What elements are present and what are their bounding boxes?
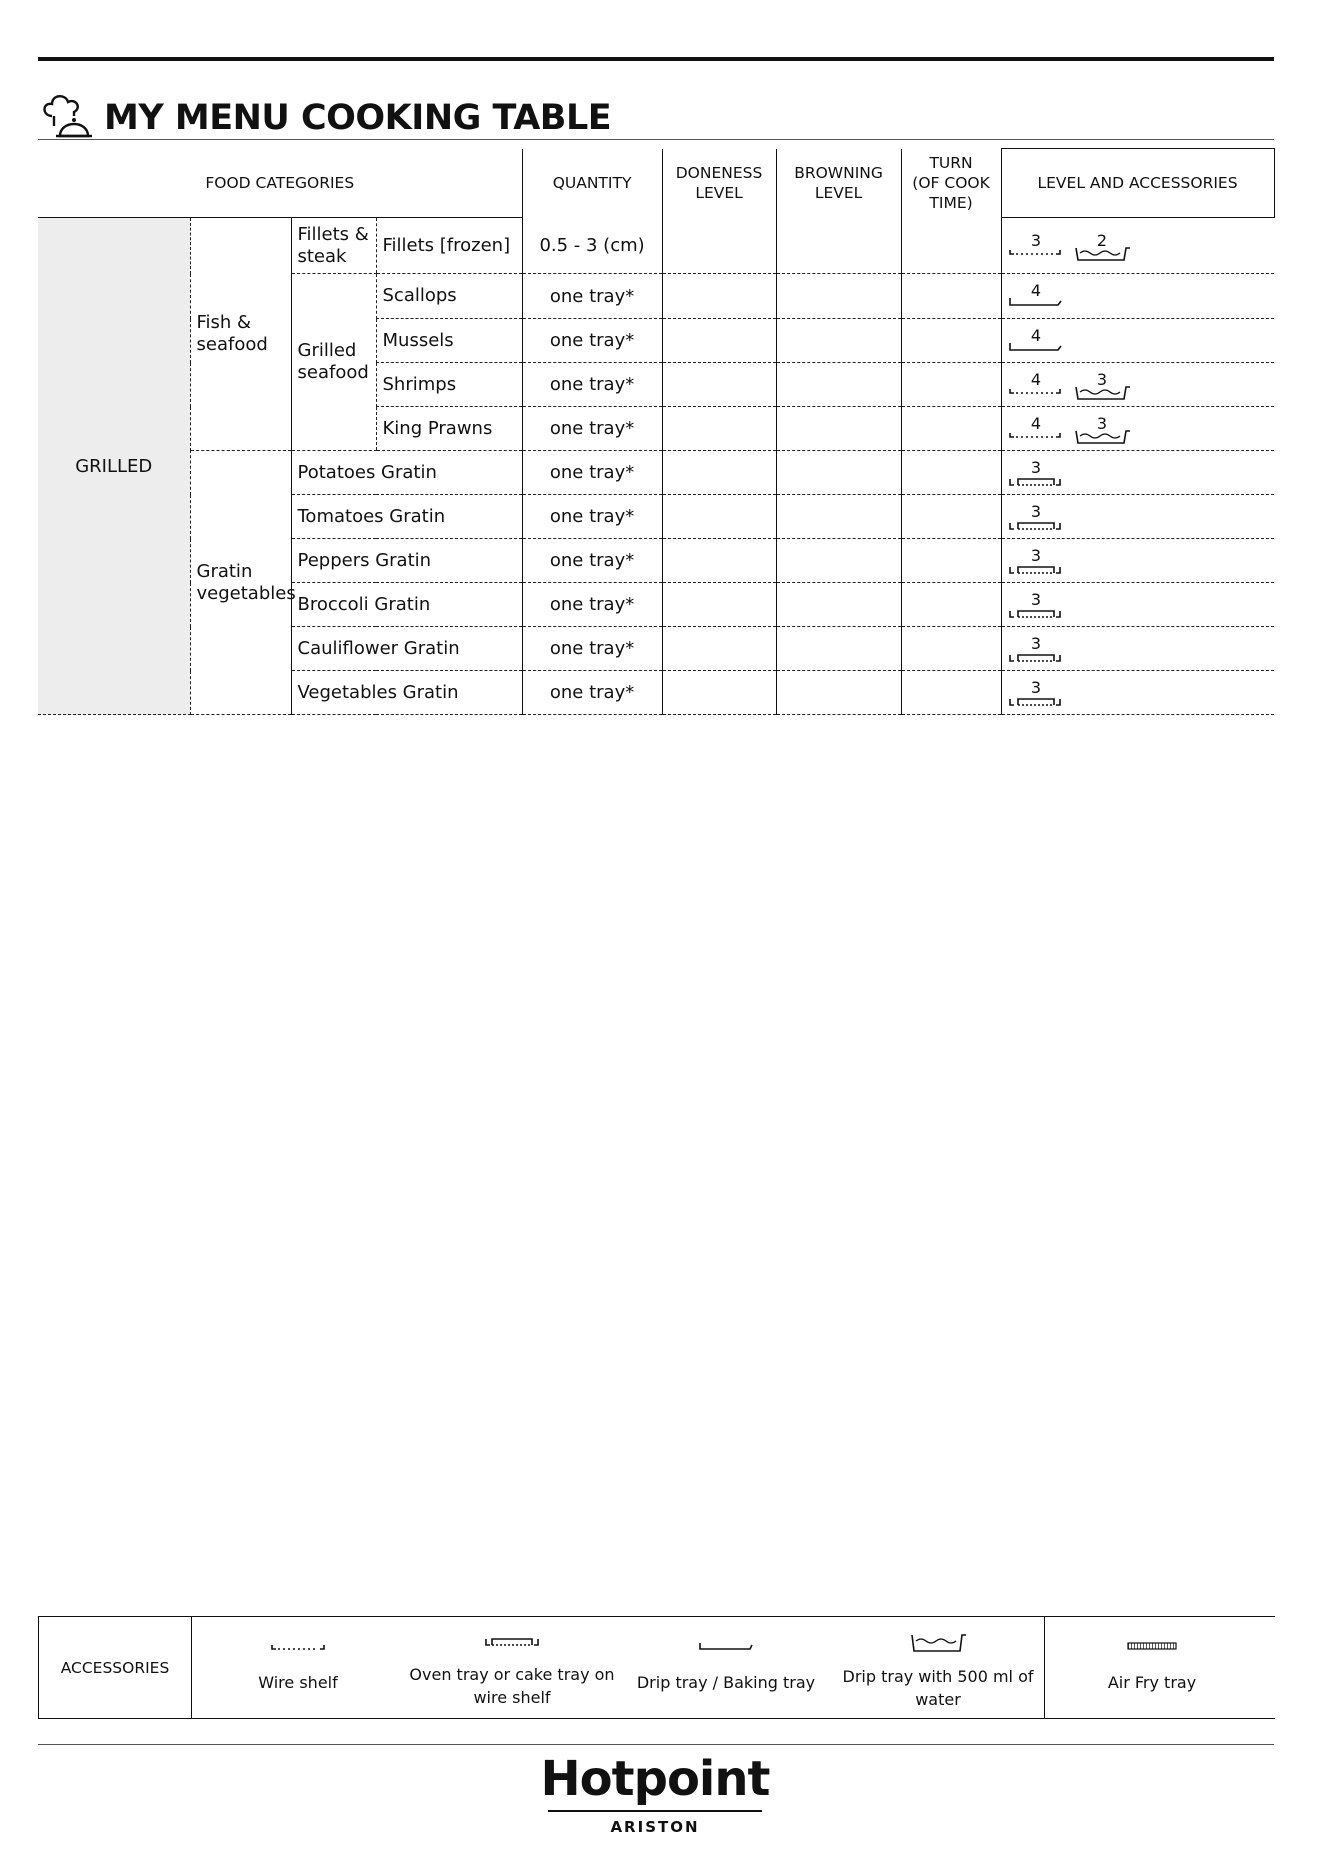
header-level-accessories: LEVEL AND ACCESSORIES <box>1001 149 1274 218</box>
food-name: Vegetables Gratin <box>291 671 522 715</box>
accessory-icons <box>1006 411 1146 447</box>
accessory-icons <box>1006 587 1146 623</box>
doneness-cell <box>662 539 776 583</box>
level-number: 4 <box>1030 281 1041 300</box>
turn-cell <box>901 451 1001 495</box>
browning-cell <box>776 671 901 715</box>
wire-shelf-icon <box>1010 231 1060 254</box>
legend-drip-tray-water-label-2: water <box>915 1690 961 1709</box>
doneness-cell <box>662 451 776 495</box>
food-name: King Prawns <box>376 407 522 451</box>
level-number: 4 <box>1030 325 1041 345</box>
browning-cell <box>776 495 901 539</box>
food-name: Cauliflower Gratin <box>291 627 522 671</box>
browning-cell <box>776 539 901 583</box>
legend-oven-tray-label-2: wire shelf <box>473 1688 551 1707</box>
accessory-icons <box>1006 228 1146 264</box>
food-name: Shrimps <box>376 363 522 407</box>
top-rule <box>38 57 1274 61</box>
legend-wire-shelf <box>192 1617 404 1718</box>
level-accessories <box>1001 218 1274 274</box>
accessory-icons <box>1006 675 1146 711</box>
brand-divider <box>548 1810 762 1812</box>
accessory-icons <box>1006 543 1146 579</box>
oven-tray-on-wire-shelf-icon <box>1010 634 1060 661</box>
food-name: Fillets [frozen] <box>376 218 522 274</box>
wire-shelf-icon <box>1010 414 1060 437</box>
turn-cell <box>901 319 1001 363</box>
doneness-cell <box>662 627 776 671</box>
oven-tray-on-wire-shelf-icon <box>1010 458 1060 485</box>
doneness-cell <box>662 218 776 274</box>
accessory-icons <box>1006 631 1146 667</box>
header-browning: BROWNING LEVEL <box>776 149 901 218</box>
accessory-icons <box>1006 367 1146 403</box>
browning-cell <box>776 451 901 495</box>
food-name: Tomatoes Gratin <box>291 495 522 539</box>
turn-cell <box>901 218 1001 274</box>
browning-cell <box>776 319 901 363</box>
page-title-block <box>38 92 1274 140</box>
browning-cell <box>776 583 901 627</box>
brand-logo <box>540 1750 770 1836</box>
doneness-cell <box>662 319 776 363</box>
food-name: Peppers Gratin <box>291 539 522 583</box>
subgroup-fillets-steak: Fillets & steak <box>291 218 376 274</box>
brand-name: Hotpoint <box>540 1751 770 1807</box>
wire-shelf-icon <box>268 1637 328 1655</box>
level-number: 3 <box>1030 589 1041 609</box>
doneness-cell <box>662 274 776 319</box>
header-quantity: QUANTITY <box>522 149 662 218</box>
legend-oven-tray-label-1: Oven tray or cake tray on <box>409 1665 615 1684</box>
quantity-value: one tray* <box>522 495 662 539</box>
doneness-cell <box>662 407 776 451</box>
chef-hat-cloche-icon <box>38 92 94 140</box>
header-doneness: DONENESS LEVEL <box>662 149 776 218</box>
legend-oven-tray <box>404 1617 620 1718</box>
header-turn: TURN (OF COOK TIME) <box>901 149 1001 218</box>
oven-tray-on-wire-shelf-icon <box>1010 502 1060 529</box>
legend-air-fry-label: Air Fry tray <box>1107 1673 1197 1692</box>
quantity-value: one tray* <box>522 671 662 715</box>
brand-sub: ARISTON <box>610 1818 700 1836</box>
doneness-cell <box>662 583 776 627</box>
turn-cell <box>901 495 1001 539</box>
level-accessories <box>1001 627 1274 671</box>
level-number: 3 <box>1030 501 1041 521</box>
doneness-cell <box>662 495 776 539</box>
wire-shelf-icon <box>1010 370 1060 393</box>
level-number: 3 <box>1030 677 1041 697</box>
oven-tray-icon <box>480 1631 544 1651</box>
legend-air-fry <box>1044 1617 1259 1718</box>
drip-tray-water-icon <box>1076 231 1130 260</box>
turn-cell <box>901 627 1001 671</box>
level-accessories <box>1001 363 1274 407</box>
category-grilled: GRILLED <box>38 218 190 715</box>
level-accessories <box>1001 407 1274 451</box>
drip-tray-icon <box>1010 281 1061 305</box>
level-accessories <box>1001 539 1274 583</box>
legend-label: ACCESSORIES <box>39 1617 192 1718</box>
legend-drip-tray-water-label-1: Drip tray with 500 ml of <box>842 1667 1034 1686</box>
turn-cell <box>901 671 1001 715</box>
quantity-value: one tray* <box>522 451 662 495</box>
accessory-icons <box>1006 455 1146 491</box>
accessory-icons <box>1006 499 1146 535</box>
table-row <box>38 451 1274 495</box>
doneness-cell <box>662 671 776 715</box>
accessories-legend <box>38 1616 1275 1719</box>
oven-tray-on-wire-shelf-icon <box>1010 678 1060 705</box>
quantity-value: one tray* <box>522 539 662 583</box>
title-underline <box>38 139 1274 140</box>
accessory-icons <box>1006 278 1146 314</box>
food-name: Potatoes Gratin <box>291 451 522 495</box>
legend-drip-tray <box>620 1617 832 1718</box>
legend-drip-tray-label: Drip tray / Baking tray <box>636 1673 816 1692</box>
quantity-value: one tray* <box>522 274 662 319</box>
drip-tray-water-icon <box>1076 414 1130 443</box>
drip-tray-water-icon <box>1076 370 1130 399</box>
level-number: 3 <box>1030 457 1041 477</box>
header-row <box>38 149 1274 218</box>
turn-cell <box>901 274 1001 319</box>
level-accessories <box>1001 319 1274 363</box>
header-food-categories: FOOD CATEGORIES <box>38 149 522 218</box>
quantity-value: one tray* <box>522 583 662 627</box>
oven-tray-on-wire-shelf-icon <box>1010 590 1060 617</box>
legend-wire-shelf-label: Wire shelf <box>258 1673 338 1692</box>
level-number: 2 <box>1096 230 1107 250</box>
level-accessories <box>1001 451 1274 495</box>
browning-cell <box>776 363 901 407</box>
level-accessories <box>1001 495 1274 539</box>
quantity-value: 0.5 - 3 (cm) <box>522 218 662 274</box>
level-number: 3 <box>1030 633 1041 653</box>
browning-cell <box>776 407 901 451</box>
food-name: Broccoli Gratin <box>291 583 522 627</box>
turn-cell <box>901 407 1001 451</box>
subgroup-grilled-seafood: Grilled seafood <box>291 274 376 451</box>
group-fish-seafood: Fish & seafood <box>190 218 291 451</box>
level-number: 3 <box>1096 413 1107 433</box>
table-row <box>38 218 1274 274</box>
drip-tray-icon <box>696 1637 756 1655</box>
legend-drip-tray-water <box>832 1617 1044 1718</box>
level-number: 4 <box>1030 369 1041 389</box>
cooking-table <box>38 148 1275 715</box>
level-number: 3 <box>1030 230 1041 250</box>
level-number: 4 <box>1030 413 1041 433</box>
level-accessories <box>1001 274 1274 319</box>
air-fry-tray-icon <box>1124 1637 1180 1655</box>
browning-cell <box>776 218 901 274</box>
browning-cell <box>776 274 901 319</box>
level-accessories <box>1001 671 1274 715</box>
browning-cell <box>776 627 901 671</box>
turn-cell <box>901 583 1001 627</box>
quantity-value: one tray* <box>522 363 662 407</box>
turn-cell <box>901 539 1001 583</box>
bottom-rule <box>38 1744 1274 1745</box>
page-title: MY MENU COOKING TABLE <box>104 98 612 138</box>
group-gratin-vegetables: Gratin vegetables <box>190 451 291 715</box>
quantity-value: one tray* <box>522 319 662 363</box>
quantity-value: one tray* <box>522 627 662 671</box>
turn-cell <box>901 363 1001 407</box>
accessory-icons <box>1006 323 1146 359</box>
doneness-cell <box>662 363 776 407</box>
level-number: 3 <box>1096 369 1107 389</box>
drip-tray-icon <box>1010 326 1061 350</box>
level-number: 3 <box>1030 545 1041 565</box>
quantity-value: one tray* <box>522 407 662 451</box>
drip-tray-water-icon <box>908 1631 968 1653</box>
oven-tray-on-wire-shelf-icon <box>1010 546 1060 573</box>
level-accessories <box>1001 583 1274 627</box>
food-name: Mussels <box>376 319 522 363</box>
food-name: Scallops <box>376 274 522 319</box>
